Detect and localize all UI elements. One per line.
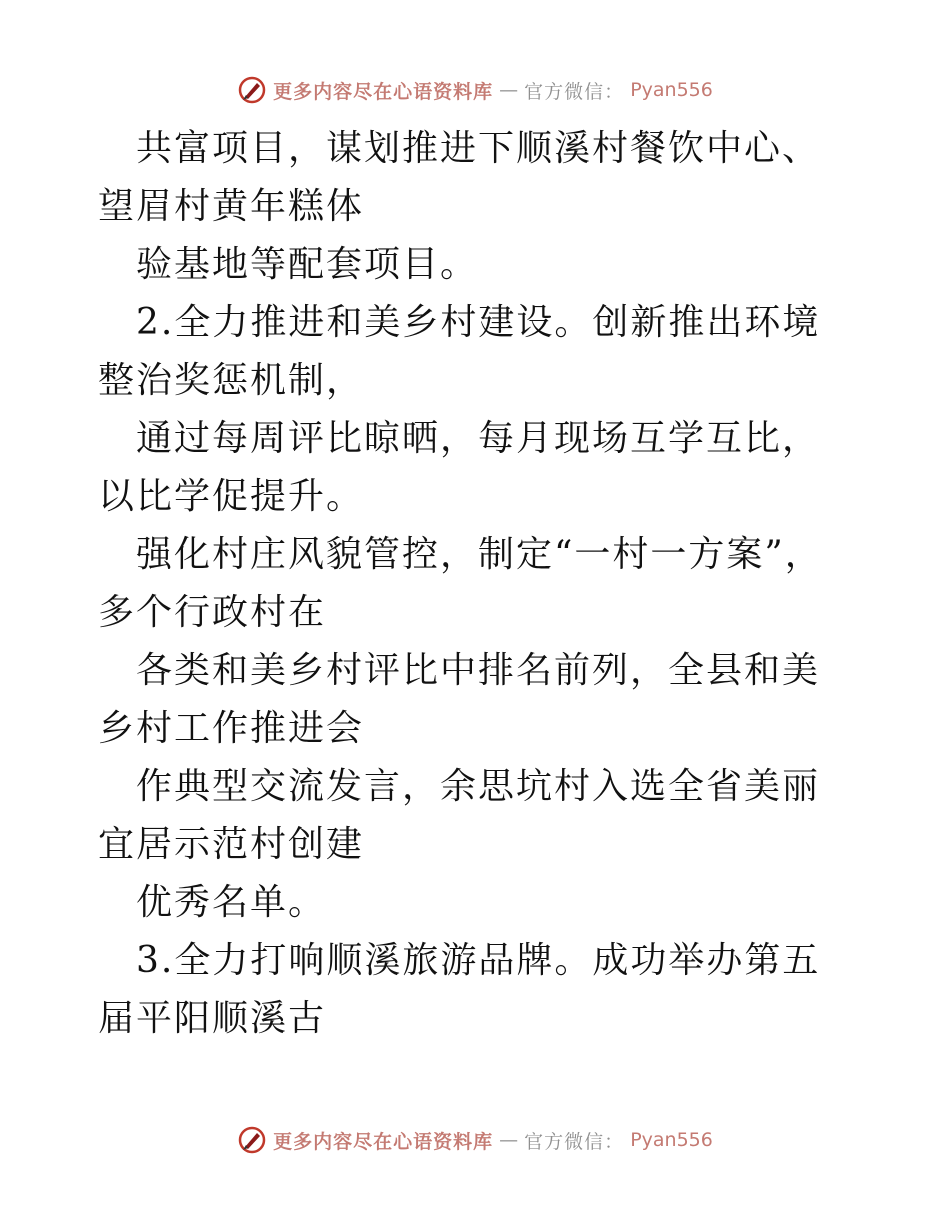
paragraph: 验基地等配套项目。 xyxy=(136,244,479,285)
banner-content xyxy=(237,1125,713,1155)
banner-title: 更多内容尽在心语资料库 xyxy=(273,1130,494,1153)
document-body xyxy=(98,120,854,1048)
paragraph: 各类和美乡村评比中排名前列，全县和美乡村工作推进会 xyxy=(98,650,821,749)
banner-wechat-id: Pyan556 xyxy=(630,1129,713,1151)
paragraph: 共富项目，谋划推进下顺溪村餐饮中心、望眉村黄年糕体 xyxy=(98,128,821,227)
paragraph: 优秀名单。 xyxy=(136,882,327,923)
banner-wechat-label: 官方微信： xyxy=(524,80,625,103)
footer-banner xyxy=(0,1120,950,1160)
banner-title: 更多内容尽在心语资料库 xyxy=(273,80,494,103)
paragraph: 通过每周评比晾晒，每月现场互学互比，以比学促提升。 xyxy=(98,418,821,517)
paragraph: 强化村庄风貌管控，制定“一村一方案”，多个行政村在 xyxy=(98,534,823,633)
banner-content xyxy=(237,75,713,105)
header-banner xyxy=(0,70,950,110)
banner-wechat-id: Pyan556 xyxy=(630,79,713,101)
pen-logo-icon xyxy=(237,1125,267,1155)
paragraph: 作典型交流发言，余思坑村入选全省美丽宜居示范村创建 xyxy=(98,766,821,865)
paragraph: 3.全力打响顺溪旅游品牌。成功举办第五届平阳顺溪古 xyxy=(98,940,821,1039)
banner-dash: — xyxy=(499,79,519,101)
pen-logo-icon xyxy=(237,75,267,105)
banner-wechat-label: 官方微信： xyxy=(524,1130,625,1153)
banner-dash: — xyxy=(499,1129,519,1151)
paragraph: 2.全力推进和美乡村建设。创新推出环境整治奖惩机制， xyxy=(98,302,821,401)
